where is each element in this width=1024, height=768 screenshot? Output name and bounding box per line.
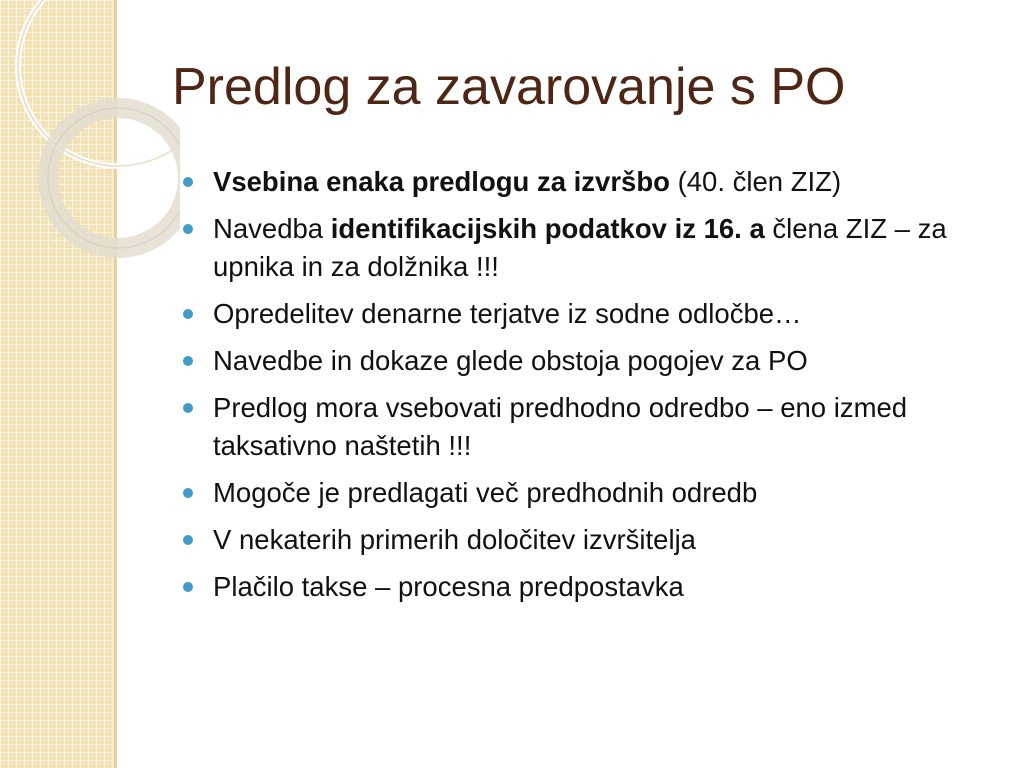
bullet-text: V nekaterih primerih določitev izvršitelja <box>213 524 696 555</box>
bullet-dot-icon <box>183 224 193 234</box>
bullet-item <box>180 568 980 606</box>
bullet-text: (40. člen ZIZ) <box>669 166 842 197</box>
bullet-item <box>180 210 980 286</box>
bullet-item <box>180 474 980 512</box>
bullet-text: Mogoče je predlagati več predhodnih odredb <box>213 477 758 508</box>
bullet-text: Navedbe in dokaze glede obstoja pogojev za PO <box>213 345 808 376</box>
bullet-dot-icon <box>183 403 193 413</box>
bullet-text: Navedba <box>213 213 331 244</box>
bullet-dot-icon <box>183 177 193 187</box>
bullet-item <box>180 389 980 465</box>
bullet-dot-icon <box>183 356 193 366</box>
bullet-text-bold: identifikacijskih podatkov iz 16. a <box>330 213 765 244</box>
bullet-item <box>180 163 980 201</box>
bullet-dot-icon <box>183 535 193 545</box>
bullet-text: Plačilo takse – procesna predpostavka <box>213 571 684 602</box>
bullet-text: člena ZIZ – za upnika in za dolžnika !!! <box>213 213 947 282</box>
bullet-text-bold: Vsebina enaka predlogu za izvršbo <box>213 166 670 197</box>
bullet-item <box>180 342 980 380</box>
bullet-dot-icon <box>183 582 193 592</box>
bullet-list <box>180 163 980 615</box>
decorative-circles-graphic <box>0 0 180 300</box>
bullet-dot-icon <box>183 309 193 319</box>
bullet-text: Opredelitev denarne terjatve iz sodne odločbe… <box>213 298 802 329</box>
bullet-text: Predlog mora vsebovati predhodno odredbo – eno izmed taksativno naštetih !!! <box>213 392 908 461</box>
bullet-item <box>180 521 980 559</box>
slide-title: Predlog za zavarovanje s PO <box>172 58 846 116</box>
bullet-item <box>180 295 980 333</box>
bullet-dot-icon <box>183 488 193 498</box>
